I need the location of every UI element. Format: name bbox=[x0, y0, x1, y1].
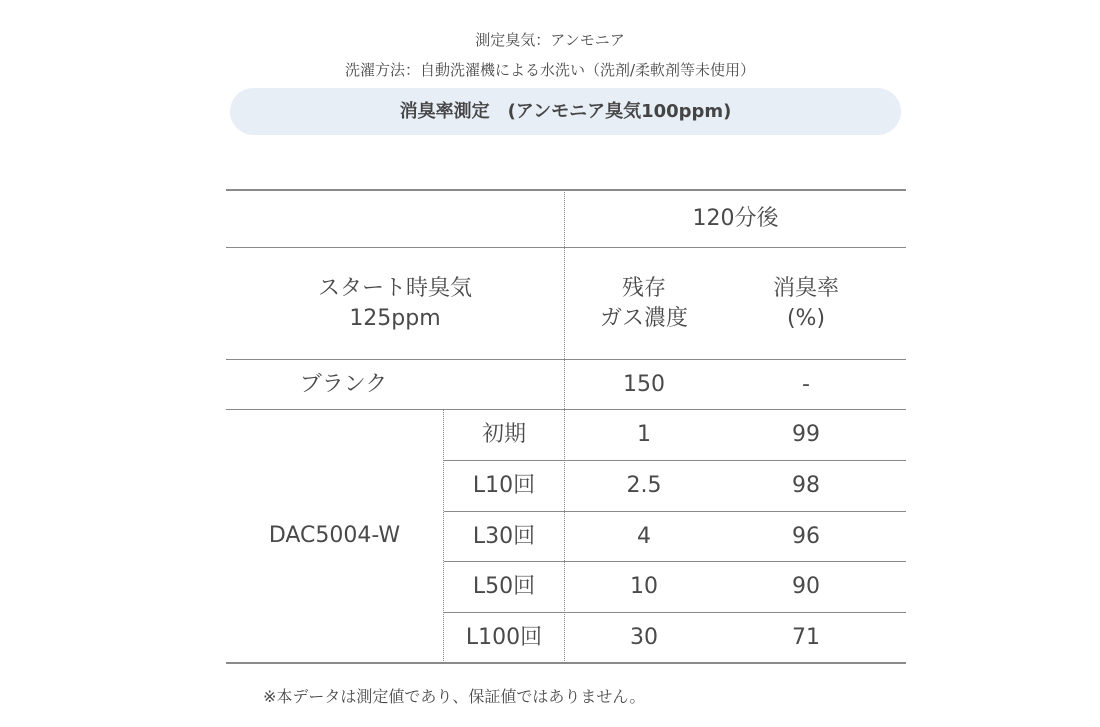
table-title-banner: 消臭率測定 (アンモニア臭気100ppm) bbox=[230, 88, 901, 135]
blank-rate: - bbox=[802, 371, 810, 397]
table-bottom-border bbox=[226, 662, 906, 664]
blank-label: ブランク bbox=[299, 371, 388, 397]
start-odor-value: 125ppm bbox=[349, 305, 441, 331]
disclaimer-note: ※本データは測定値であり、保証値ではありません。 bbox=[263, 687, 646, 706]
residual-value: 1 bbox=[637, 422, 651, 448]
product-name: DAC5004-W bbox=[268, 523, 401, 549]
wash-count: L30回 bbox=[472, 523, 536, 549]
blank-residual: 150 bbox=[623, 371, 665, 397]
wash-count: L10回 bbox=[472, 473, 536, 499]
time-header: 120分後 bbox=[692, 205, 779, 231]
residual-value: 30 bbox=[630, 624, 658, 650]
residual-value: 10 bbox=[630, 574, 658, 600]
measured-odor-text: 測定臭気：アンモニア bbox=[475, 31, 625, 49]
start-odor-label: スタート時臭気 bbox=[317, 275, 472, 301]
wash-count: 初期 bbox=[481, 422, 526, 448]
residual-header-line1: 残存 bbox=[621, 275, 666, 301]
rate-value: 99 bbox=[792, 422, 820, 448]
rate-header-line2: (%) bbox=[786, 305, 826, 331]
start-odor-header bbox=[226, 248, 564, 359]
residual-value: 2.5 bbox=[626, 473, 662, 499]
rate-value: 71 bbox=[792, 624, 820, 650]
wash-method-text: 洗濯方法：自動洗濯機による水洗い（洗剤/柔軟剤等未使用） bbox=[344, 61, 756, 79]
wash-count: L50回 bbox=[472, 574, 536, 600]
residual-value: 4 bbox=[637, 523, 651, 549]
rate-value: 96 bbox=[792, 523, 820, 549]
wash-count: L100回 bbox=[465, 624, 543, 650]
residual-header-line2: ガス濃度 bbox=[599, 305, 688, 331]
rate-value: 90 bbox=[792, 574, 820, 600]
rate-value: 98 bbox=[792, 473, 820, 499]
rate-header-line1: 消臭率 bbox=[772, 275, 839, 301]
deodorization-rate-header bbox=[723, 248, 889, 359]
residual-gas-header bbox=[565, 248, 723, 359]
